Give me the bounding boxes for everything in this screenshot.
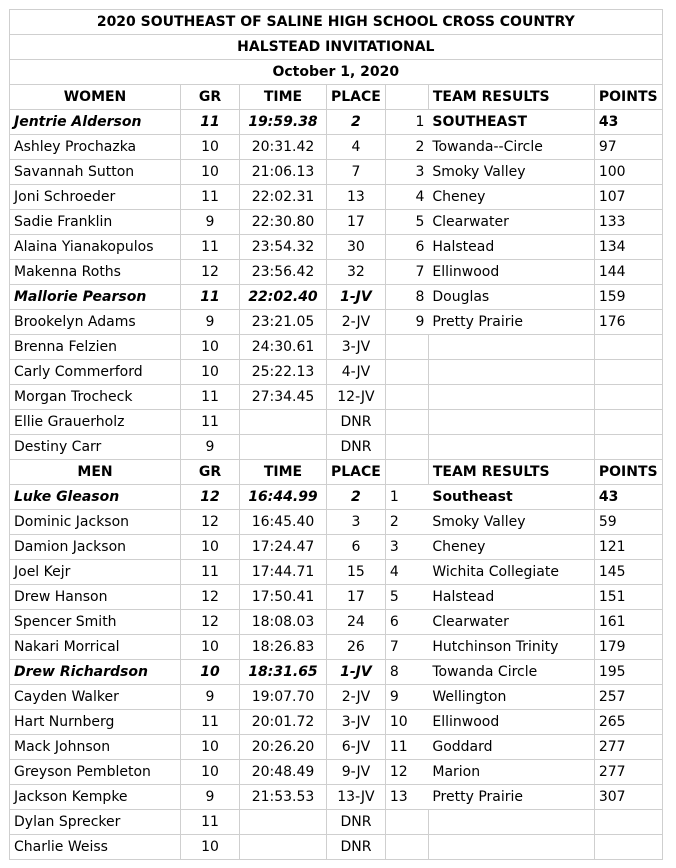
men-athlete-name: Spencer Smith <box>10 610 181 635</box>
women-athlete-place: 1-JV <box>327 285 386 310</box>
women-col-team-header: TEAM RESULTS <box>428 85 594 110</box>
men-athlete-place: 13-JV <box>327 785 386 810</box>
women-team-rank <box>385 410 428 435</box>
women-athlete-name: Joni Schroeder <box>10 185 181 210</box>
men-athlete-grade: 11 <box>181 560 240 585</box>
women-athlete-name: Jentrie Alderson <box>10 110 181 135</box>
men-team-rank: 1 <box>385 485 428 510</box>
men-team-points: 195 <box>594 660 662 685</box>
men-team-name: Towanda Circle <box>428 660 594 685</box>
men-team-name: Marion <box>428 760 594 785</box>
men-athlete-place: 2-JV <box>327 685 386 710</box>
men-athlete-grade: 9 <box>181 685 240 710</box>
women-athlete-place: 2 <box>327 110 386 135</box>
men-athlete-place: 3 <box>327 510 386 535</box>
women-table-row <box>10 260 663 285</box>
women-athlete-name: Mallorie Pearson <box>10 285 181 310</box>
women-team-rank <box>385 435 428 460</box>
men-athlete-time <box>240 835 327 860</box>
men-table-row <box>10 735 663 760</box>
women-table-row <box>10 410 663 435</box>
women-team-points: 144 <box>594 260 662 285</box>
men-athlete-time: 20:26.20 <box>240 735 327 760</box>
men-team-name: Southeast <box>428 485 594 510</box>
men-athlete-grade: 10 <box>181 735 240 760</box>
men-team-points: 43 <box>594 485 662 510</box>
men-table-row <box>10 835 663 860</box>
men-athlete-place: DNR <box>327 810 386 835</box>
men-athlete-grade: 10 <box>181 835 240 860</box>
men-col-name-header: MEN <box>10 460 181 485</box>
men-table-row <box>10 810 663 835</box>
women-table-row <box>10 360 663 385</box>
men-team-points: 265 <box>594 710 662 735</box>
men-athlete-name: Dominic Jackson <box>10 510 181 535</box>
men-athlete-place: 9-JV <box>327 760 386 785</box>
men-team-points <box>594 810 662 835</box>
women-team-points: 134 <box>594 235 662 260</box>
meet-name: HALSTEAD INVITATIONAL <box>10 35 663 60</box>
men-athlete-time: 17:50.41 <box>240 585 327 610</box>
men-athlete-grade: 12 <box>181 485 240 510</box>
women-athlete-grade: 11 <box>181 410 240 435</box>
men-athlete-grade: 10 <box>181 760 240 785</box>
men-table-row <box>10 485 663 510</box>
men-athlete-place: 6-JV <box>327 735 386 760</box>
men-athlete-name: Dylan Sprecker <box>10 810 181 835</box>
women-team-points: 133 <box>594 210 662 235</box>
women-athlete-name: Morgan Trocheck <box>10 385 181 410</box>
women-athlete-name: Savannah Sutton <box>10 160 181 185</box>
women-athlete-time: 19:59.38 <box>240 110 327 135</box>
men-table-row <box>10 585 663 610</box>
women-team-points <box>594 435 662 460</box>
men-athlete-grade: 10 <box>181 660 240 685</box>
women-athlete-place: 4 <box>327 135 386 160</box>
men-athlete-time: 18:31.65 <box>240 660 327 685</box>
women-header-row <box>10 85 663 110</box>
men-team-name: Ellinwood <box>428 710 594 735</box>
women-team-points <box>594 385 662 410</box>
men-team-rank: 2 <box>385 510 428 535</box>
women-table-row <box>10 385 663 410</box>
men-athlete-grade: 10 <box>181 635 240 660</box>
women-table-row <box>10 210 663 235</box>
women-athlete-grade: 9 <box>181 310 240 335</box>
women-athlete-time <box>240 435 327 460</box>
men-table-row <box>10 660 663 685</box>
women-athlete-grade: 10 <box>181 360 240 385</box>
women-athlete-time: 21:06.13 <box>240 160 327 185</box>
men-athlete-time: 17:44.71 <box>240 560 327 585</box>
men-athlete-grade: 12 <box>181 585 240 610</box>
women-athlete-grade: 11 <box>181 185 240 210</box>
men-athlete-name: Cayden Walker <box>10 685 181 710</box>
women-team-points <box>594 360 662 385</box>
men-athlete-place: 1-JV <box>327 660 386 685</box>
men-team-rank: 10 <box>385 710 428 735</box>
women-table-row <box>10 335 663 360</box>
men-team-points <box>594 835 662 860</box>
men-col-grade-header: GR <box>181 460 240 485</box>
men-athlete-name: Nakari Morrical <box>10 635 181 660</box>
women-table-row <box>10 160 663 185</box>
men-team-rank: 13 <box>385 785 428 810</box>
men-athlete-name: Greyson Pembleton <box>10 760 181 785</box>
women-team-points: 107 <box>594 185 662 210</box>
women-athlete-grade: 12 <box>181 260 240 285</box>
women-athlete-place: 2-JV <box>327 310 386 335</box>
women-team-rank: 7 <box>385 260 428 285</box>
women-athlete-time: 23:21.05 <box>240 310 327 335</box>
men-team-name: Goddard <box>428 735 594 760</box>
women-team-points: 100 <box>594 160 662 185</box>
men-athlete-time: 16:44.99 <box>240 485 327 510</box>
men-athlete-place: 15 <box>327 560 386 585</box>
men-team-rank <box>385 835 428 860</box>
women-team-rank <box>385 385 428 410</box>
men-athlete-name: Mack Johnson <box>10 735 181 760</box>
men-team-rank: 5 <box>385 585 428 610</box>
women-athlete-grade: 9 <box>181 210 240 235</box>
women-athlete-grade: 11 <box>181 385 240 410</box>
women-team-name <box>428 410 594 435</box>
men-team-name: Wellington <box>428 685 594 710</box>
women-athlete-place: 3-JV <box>327 335 386 360</box>
women-athlete-time: 23:56.42 <box>240 260 327 285</box>
men-athlete-time: 18:08.03 <box>240 610 327 635</box>
women-athlete-grade: 9 <box>181 435 240 460</box>
women-team-name: Halstead <box>428 235 594 260</box>
men-table-row <box>10 685 663 710</box>
men-athlete-grade: 9 <box>181 785 240 810</box>
women-athlete-place: 32 <box>327 260 386 285</box>
men-athlete-name: Drew Hanson <box>10 585 181 610</box>
women-team-rank: 9 <box>385 310 428 335</box>
women-athlete-grade: 11 <box>181 110 240 135</box>
women-athlete-name: Makenna Roths <box>10 260 181 285</box>
women-team-points <box>594 335 662 360</box>
women-team-name: Smoky Valley <box>428 160 594 185</box>
men-athlete-time: 19:07.70 <box>240 685 327 710</box>
women-table-row <box>10 235 663 260</box>
women-athlete-time: 20:31.42 <box>240 135 327 160</box>
men-team-points: 277 <box>594 760 662 785</box>
women-athlete-time: 23:54.32 <box>240 235 327 260</box>
men-athlete-grade: 12 <box>181 610 240 635</box>
men-team-name: Cheney <box>428 535 594 560</box>
men-athlete-place: DNR <box>327 835 386 860</box>
men-athlete-grade: 11 <box>181 810 240 835</box>
men-athlete-name: Jackson Kempke <box>10 785 181 810</box>
men-col-team-header: TEAM RESULTS <box>428 460 594 485</box>
men-team-name: Hutchinson Trinity <box>428 635 594 660</box>
men-team-points: 59 <box>594 510 662 535</box>
men-athlete-place: 26 <box>327 635 386 660</box>
meet-date: October 1, 2020 <box>10 60 663 85</box>
women-athlete-time <box>240 410 327 435</box>
men-team-rank: 4 <box>385 560 428 585</box>
men-athlete-time: 18:26.83 <box>240 635 327 660</box>
women-athlete-name: Brenna Felzien <box>10 335 181 360</box>
men-table-row <box>10 610 663 635</box>
women-table-row <box>10 185 663 210</box>
men-table-row <box>10 760 663 785</box>
women-athlete-name: Brookelyn Adams <box>10 310 181 335</box>
men-athlete-name: Damion Jackson <box>10 535 181 560</box>
women-table-row <box>10 285 663 310</box>
men-athlete-name: Hart Nurnberg <box>10 710 181 735</box>
men-athlete-place: 17 <box>327 585 386 610</box>
women-athlete-grade: 11 <box>181 285 240 310</box>
women-team-rank: 3 <box>385 160 428 185</box>
women-team-rank <box>385 360 428 385</box>
women-team-name <box>428 385 594 410</box>
men-team-rank: 12 <box>385 760 428 785</box>
women-table-row <box>10 310 663 335</box>
women-team-name: SOUTHEAST <box>428 110 594 135</box>
women-athlete-time: 22:02.40 <box>240 285 327 310</box>
men-team-name: Pretty Prairie <box>428 785 594 810</box>
women-team-rank <box>385 335 428 360</box>
men-team-points: 307 <box>594 785 662 810</box>
women-team-rank: 6 <box>385 235 428 260</box>
women-team-name: Towanda--Circle <box>428 135 594 160</box>
women-athlete-grade: 10 <box>181 335 240 360</box>
report-title: 2020 SOUTHEAST OF SALINE HIGH SCHOOL CROSS COUNTRY <box>10 10 663 35</box>
women-athlete-place: DNR <box>327 435 386 460</box>
men-athlete-name: Luke Gleason <box>10 485 181 510</box>
men-team-rank: 9 <box>385 685 428 710</box>
men-team-name: Smoky Valley <box>428 510 594 535</box>
women-athlete-place: 30 <box>327 235 386 260</box>
men-col-rank-header <box>385 460 428 485</box>
men-athlete-grade: 10 <box>181 535 240 560</box>
men-athlete-grade: 12 <box>181 510 240 535</box>
women-athlete-time: 25:22.13 <box>240 360 327 385</box>
women-team-name <box>428 435 594 460</box>
men-team-points: 277 <box>594 735 662 760</box>
women-team-rank: 8 <box>385 285 428 310</box>
men-team-points: 179 <box>594 635 662 660</box>
women-athlete-name: Ashley Prochazka <box>10 135 181 160</box>
men-team-rank: 11 <box>385 735 428 760</box>
women-team-rank: 5 <box>385 210 428 235</box>
women-team-name <box>428 335 594 360</box>
women-col-points-header: POINTS <box>594 85 662 110</box>
men-team-rank: 3 <box>385 535 428 560</box>
women-athlete-name: Carly Commerford <box>10 360 181 385</box>
men-col-place-header: PLACE <box>327 460 386 485</box>
women-col-name-header: WOMEN <box>10 85 181 110</box>
men-table-row <box>10 510 663 535</box>
men-team-points: 121 <box>594 535 662 560</box>
men-team-points: 161 <box>594 610 662 635</box>
women-team-points: 159 <box>594 285 662 310</box>
men-team-name: Wichita Collegiate <box>428 560 594 585</box>
men-athlete-place: 24 <box>327 610 386 635</box>
men-team-rank: 7 <box>385 635 428 660</box>
men-col-time-header: TIME <box>240 460 327 485</box>
women-team-rank: 2 <box>385 135 428 160</box>
women-col-rank-header <box>385 85 428 110</box>
women-team-name: Clearwater <box>428 210 594 235</box>
men-table-row <box>10 710 663 735</box>
men-table-row <box>10 560 663 585</box>
women-athlete-grade: 10 <box>181 160 240 185</box>
men-team-rank: 6 <box>385 610 428 635</box>
men-athlete-name: Charlie Weiss <box>10 835 181 860</box>
women-athlete-place: 12-JV <box>327 385 386 410</box>
men-table-row <box>10 785 663 810</box>
men-athlete-place: 2 <box>327 485 386 510</box>
men-athlete-time: 20:01.72 <box>240 710 327 735</box>
men-athlete-place: 3-JV <box>327 710 386 735</box>
men-team-name <box>428 810 594 835</box>
women-athlete-name: Sadie Franklin <box>10 210 181 235</box>
men-athlete-time <box>240 810 327 835</box>
men-athlete-name: Joel Kejr <box>10 560 181 585</box>
women-athlete-name: Ellie Grauerholz <box>10 410 181 435</box>
men-team-name: Clearwater <box>428 610 594 635</box>
women-athlete-place: 7 <box>327 160 386 185</box>
men-team-rank <box>385 810 428 835</box>
women-team-rank: 1 <box>385 110 428 135</box>
women-athlete-grade: 11 <box>181 235 240 260</box>
women-team-name <box>428 360 594 385</box>
women-athlete-place: 13 <box>327 185 386 210</box>
men-athlete-time: 16:45.40 <box>240 510 327 535</box>
women-table-row <box>10 435 663 460</box>
men-col-points-header: POINTS <box>594 460 662 485</box>
men-team-rank: 8 <box>385 660 428 685</box>
men-athlete-place: 6 <box>327 535 386 560</box>
women-athlete-name: Alaina Yianakopulos <box>10 235 181 260</box>
women-team-name: Pretty Prairie <box>428 310 594 335</box>
men-team-points: 151 <box>594 585 662 610</box>
women-team-points <box>594 410 662 435</box>
women-team-points: 43 <box>594 110 662 135</box>
men-athlete-time: 21:53.53 <box>240 785 327 810</box>
men-athlete-time: 20:48.49 <box>240 760 327 785</box>
men-athlete-time: 17:24.47 <box>240 535 327 560</box>
men-athlete-grade: 11 <box>181 710 240 735</box>
men-table-row <box>10 535 663 560</box>
men-team-name <box>428 835 594 860</box>
women-athlete-time: 27:34.45 <box>240 385 327 410</box>
women-col-grade-header: GR <box>181 85 240 110</box>
men-header-row <box>10 460 663 485</box>
women-athlete-time: 24:30.61 <box>240 335 327 360</box>
women-team-name: Ellinwood <box>428 260 594 285</box>
women-team-points: 97 <box>594 135 662 160</box>
women-team-points: 176 <box>594 310 662 335</box>
women-team-name: Cheney <box>428 185 594 210</box>
women-col-place-header: PLACE <box>327 85 386 110</box>
women-team-name: Douglas <box>428 285 594 310</box>
men-team-name: Halstead <box>428 585 594 610</box>
men-athlete-name: Drew Richardson <box>10 660 181 685</box>
women-athlete-time: 22:30.80 <box>240 210 327 235</box>
men-table-row <box>10 635 663 660</box>
women-table-row <box>10 110 663 135</box>
women-col-time-header: TIME <box>240 85 327 110</box>
men-team-points: 257 <box>594 685 662 710</box>
women-athlete-place: DNR <box>327 410 386 435</box>
women-athlete-place: 4-JV <box>327 360 386 385</box>
women-table-row <box>10 135 663 160</box>
men-team-points: 145 <box>594 560 662 585</box>
results-sheet <box>9 9 663 860</box>
women-athlete-place: 17 <box>327 210 386 235</box>
women-athlete-grade: 10 <box>181 135 240 160</box>
women-team-rank: 4 <box>385 185 428 210</box>
women-athlete-time: 22:02.31 <box>240 185 327 210</box>
women-athlete-name: Destiny Carr <box>10 435 181 460</box>
